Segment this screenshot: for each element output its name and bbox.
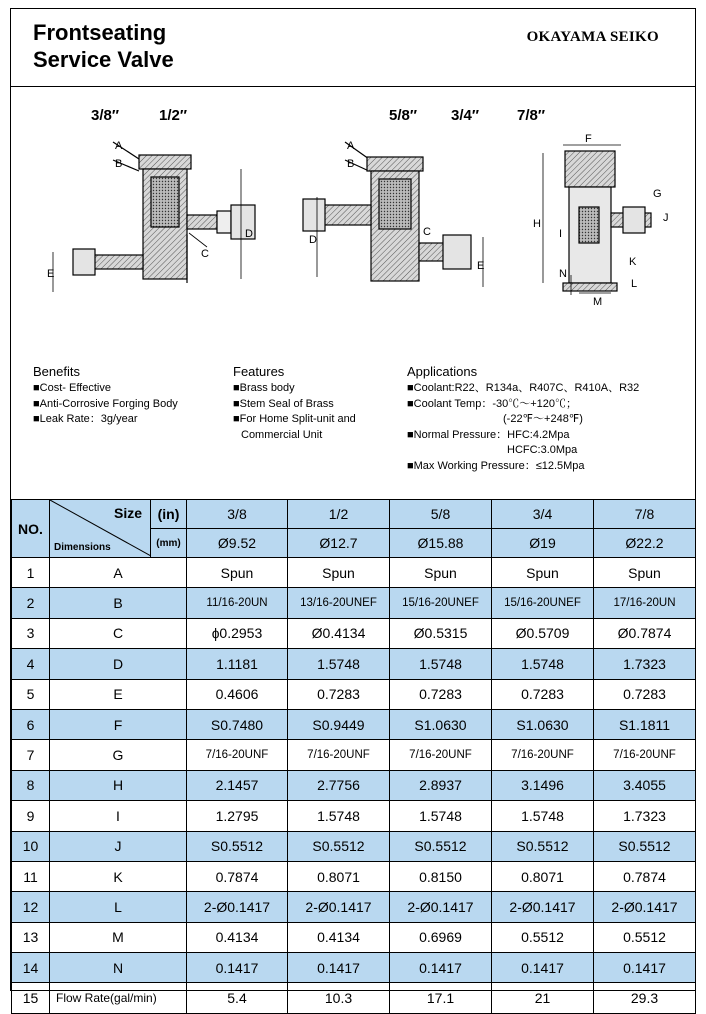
label-c-2: C — [423, 226, 431, 238]
dimension-value: 17.1 — [390, 983, 492, 1013]
feature-item: Commercial Unit — [241, 428, 323, 441]
dimension-value: 1.7323 — [594, 801, 696, 831]
benefit-item: ■Leak Rate：3g/year — [33, 413, 138, 425]
label-k: K — [629, 256, 637, 268]
features-section — [233, 364, 356, 443]
dimension-value: Spun — [594, 558, 696, 588]
size-in-cell: 5/8 — [390, 500, 492, 529]
label-c-1: C — [201, 248, 209, 260]
application-item: ■Coolant Temp：-30℃～+120℃； — [407, 397, 577, 410]
table-row — [12, 649, 696, 679]
dimension-value: Spun — [390, 558, 492, 588]
small-valve-drawing — [53, 142, 255, 292]
dimension-value: 7/16-20UNF — [187, 740, 288, 770]
dimension-value: 0.1417 — [288, 953, 390, 983]
row-number: 5 — [12, 679, 50, 709]
table-row — [12, 922, 696, 952]
dimension-value: 0.5512 — [594, 922, 696, 952]
dimension-name: M — [50, 922, 187, 952]
dimension-value: 1.5748 — [492, 801, 594, 831]
dimension-name: B — [50, 588, 187, 618]
label-d-1: D — [245, 228, 253, 240]
title-line-1: Frontseating — [33, 20, 167, 45]
table-row — [12, 709, 696, 739]
size-label-3-8: 3/8″ — [91, 107, 120, 124]
dimension-value: S0.5512 — [594, 831, 696, 861]
dimension-value: S0.5512 — [288, 831, 390, 861]
dimension-value: S1.0630 — [492, 709, 594, 739]
dimension-value: S1.1811 — [594, 709, 696, 739]
dimension-value: 29.3 — [594, 983, 696, 1013]
dimension-value: 0.7283 — [492, 679, 594, 709]
dimension-name: Flow Rate(gal/min) — [50, 983, 187, 1013]
dimension-value: 2-Ø0.1417 — [390, 892, 492, 922]
dimension-value: Spun — [492, 558, 594, 588]
brand-name: OKAYAMA SEIKO — [526, 29, 659, 45]
dimension-value: 0.1417 — [390, 953, 492, 983]
dimension-value: S0.9449 — [288, 709, 390, 739]
size-in-cell: 1/2 — [288, 500, 390, 529]
dimension-value: S0.5512 — [390, 831, 492, 861]
dimension-value: Spun — [187, 558, 288, 588]
table-row — [12, 588, 696, 618]
feature-item: ■Brass body — [233, 382, 295, 394]
size-mm-cell: Ø9.52 — [187, 529, 288, 558]
table-row — [12, 892, 696, 922]
dimension-value: Ø0.5315 — [390, 618, 492, 648]
dimension-value: 2-Ø0.1417 — [594, 892, 696, 922]
header — [11, 9, 695, 87]
table-header-row-in — [12, 500, 696, 529]
dimension-value: 11/16-20UN — [187, 588, 288, 618]
dimension-name: I — [50, 801, 187, 831]
table-row — [12, 679, 696, 709]
dimension-value: 15/16-20UNEF — [492, 588, 594, 618]
label-b-2: B — [347, 158, 355, 170]
application-item: HCFC:3.0Mpa — [507, 444, 578, 456]
benefits-heading: Benefits — [33, 364, 80, 379]
dimension-value: 0.7283 — [594, 679, 696, 709]
dimension-value: Ø0.7874 — [594, 618, 696, 648]
dimension-value: Spun — [288, 558, 390, 588]
row-number: 9 — [12, 801, 50, 831]
row-number: 4 — [12, 649, 50, 679]
row-number: 14 — [12, 953, 50, 983]
feature-item: ■For Home Split-unit and — [233, 413, 356, 425]
dimension-value: 15/16-20UNEF — [390, 588, 492, 618]
table-row — [12, 618, 696, 648]
label-e-2: E — [477, 260, 485, 272]
dimension-value: 0.8071 — [492, 861, 594, 891]
size-label-5-8: 5/8″ — [389, 107, 418, 124]
label-e-1: E — [47, 268, 55, 280]
dimension-value: 0.1417 — [187, 953, 288, 983]
dimensions-table-wrap — [11, 499, 695, 1014]
feature-item: ■Stem Seal of Brass — [233, 397, 334, 410]
dimension-value: 1.5748 — [492, 649, 594, 679]
dimension-value: 2-Ø0.1417 — [187, 892, 288, 922]
size-dimensions-header — [50, 500, 151, 558]
row-number: 8 — [12, 770, 50, 800]
dimension-value: 17/16-20UN — [594, 588, 696, 618]
dimension-value: 0.7874 — [187, 861, 288, 891]
row-number: 10 — [12, 831, 50, 861]
row-number: 7 — [12, 740, 50, 770]
table-row — [12, 831, 696, 861]
table-row — [12, 740, 696, 770]
dimension-value: 0.7283 — [288, 679, 390, 709]
dimension-value: 0.7283 — [390, 679, 492, 709]
dimension-value: 7/16-20UNF — [288, 740, 390, 770]
dimension-name: D — [50, 649, 187, 679]
dimension-name: H — [50, 770, 187, 800]
size-mm-cell: Ø12.7 — [288, 529, 390, 558]
dimension-value: 2.7756 — [288, 770, 390, 800]
label-f: F — [585, 133, 592, 145]
dimension-value: 1.2795 — [187, 801, 288, 831]
row-number: 15 — [12, 983, 50, 1013]
dimension-value: 0.1417 — [492, 953, 594, 983]
dimension-value: 0.4134 — [187, 922, 288, 952]
dimension-value: ɸ0.2953 — [187, 618, 288, 648]
dimension-value: 1.5748 — [288, 649, 390, 679]
dimensions-table — [11, 499, 696, 1014]
title-line-2: Service Valve — [33, 47, 174, 72]
label-n: N — [559, 268, 567, 280]
dimension-name: A — [50, 558, 187, 588]
large-valve-drawing — [303, 142, 483, 287]
dimension-value: 1.5748 — [288, 801, 390, 831]
dimension-name: G — [50, 740, 187, 770]
size-label-7-8: 7/8″ — [517, 107, 546, 124]
table-row — [12, 983, 696, 1013]
size-label: Size — [113, 505, 142, 521]
applications-heading: Applications — [407, 364, 478, 379]
label-l: L — [631, 278, 638, 290]
dimension-value: 0.1417 — [594, 953, 696, 983]
size-mm-cell: Ø15.88 — [390, 529, 492, 558]
row-number: 13 — [12, 922, 50, 952]
application-item: ■Coolant:R22、R134a、R407C、R410A、R32 — [407, 382, 640, 394]
row-number: 2 — [12, 588, 50, 618]
size-mm-cell: Ø19 — [492, 529, 594, 558]
dimension-value: S1.0630 — [390, 709, 492, 739]
label-d-2: D — [309, 234, 317, 246]
label-i: I — [559, 228, 563, 240]
dimension-value: 3.1496 — [492, 770, 594, 800]
dimension-value: S0.5512 — [187, 831, 288, 861]
dimension-value: 1.1181 — [187, 649, 288, 679]
dimension-value: S0.5512 — [492, 831, 594, 861]
dimension-value: 0.8150 — [390, 861, 492, 891]
benefit-item: ■Anti-Corrosive Forging Body — [33, 397, 178, 410]
dimension-value: 7/16-20UNF — [492, 740, 594, 770]
size-label-3-4: 3/4″ — [451, 107, 480, 124]
row-number: 1 — [12, 558, 50, 588]
dimension-value: 0.5512 — [492, 922, 594, 952]
benefits-section — [33, 364, 178, 428]
valve-diagrams — [11, 87, 697, 357]
label-a-2: A — [347, 140, 355, 152]
size-mm-cell: Ø22.2 — [594, 529, 696, 558]
dimension-value: 7/16-20UNF — [390, 740, 492, 770]
dimension-name: N — [50, 953, 187, 983]
label-m: M — [593, 296, 603, 308]
label-g: G — [653, 188, 662, 200]
row-number: 6 — [12, 709, 50, 739]
applications-section — [407, 364, 639, 474]
dimension-value: 0.8071 — [288, 861, 390, 891]
dimension-value: 1.5748 — [390, 801, 492, 831]
dimension-value: 2.8937 — [390, 770, 492, 800]
application-item: ■Normal Pressure：HFC:4.2Mpa — [407, 428, 570, 441]
table-row — [12, 770, 696, 800]
dimension-value: 0.4134 — [288, 922, 390, 952]
row-number: 12 — [12, 892, 50, 922]
technical-drawings — [11, 87, 695, 357]
dimension-value: 0.4606 — [187, 679, 288, 709]
dimension-name: F — [50, 709, 187, 739]
label-a-1: A — [115, 140, 123, 152]
dimension-value: 3.4055 — [594, 770, 696, 800]
dimension-value: S0.7480 — [187, 709, 288, 739]
dimension-value: 2-Ø0.1417 — [288, 892, 390, 922]
dimension-value: Ø0.4134 — [288, 618, 390, 648]
size-in-cell: 7/8 — [594, 500, 696, 529]
dimension-value: 7/16-20UNF — [594, 740, 696, 770]
table-row — [12, 953, 696, 983]
dimension-name: E — [50, 679, 187, 709]
dimensions-label: Dimensions — [54, 542, 111, 553]
dimension-value: 0.7874 — [594, 861, 696, 891]
size-in-cell: 3/8 — [187, 500, 288, 529]
spec-sheet — [10, 8, 696, 1007]
dimension-value: 10.3 — [288, 983, 390, 1013]
label-b-1: B — [115, 158, 123, 170]
dimension-value: 2.1457 — [187, 770, 288, 800]
benefit-item: ■Cost- Effective — [33, 382, 111, 394]
application-item: ■Max Working Pressure：≤12.5Mpa — [407, 459, 585, 472]
dimension-name: J — [50, 831, 187, 861]
dimension-name: C — [50, 618, 187, 648]
dimension-value: 2-Ø0.1417 — [492, 892, 594, 922]
page-title — [33, 19, 174, 73]
dimension-name: L — [50, 892, 187, 922]
dimension-value: 13/16-20UNEF — [288, 588, 390, 618]
row-number: 3 — [12, 618, 50, 648]
size-label-1-2: 1/2″ — [159, 107, 188, 124]
table-row — [12, 861, 696, 891]
dimension-value: 21 — [492, 983, 594, 1013]
dimension-value: Ø0.5709 — [492, 618, 594, 648]
label-j: J — [663, 212, 669, 224]
dimension-value: 1.5748 — [390, 649, 492, 679]
dimension-name: K — [50, 861, 187, 891]
label-h: H — [533, 218, 541, 230]
table-row — [12, 558, 696, 588]
table-row — [12, 801, 696, 831]
row-number: 11 — [12, 861, 50, 891]
features-heading: Features — [233, 364, 285, 379]
in-unit-label: (in) — [151, 500, 187, 529]
size-in-cell: 3/4 — [492, 500, 594, 529]
mm-unit-label: (mm) — [151, 529, 187, 558]
no-header: NO. — [12, 500, 50, 558]
application-item: (-22℉～+248℉) — [503, 413, 583, 425]
dimension-value: 1.7323 — [594, 649, 696, 679]
dimension-value: 0.6969 — [390, 922, 492, 952]
dimension-value: 5.4 — [187, 983, 288, 1013]
